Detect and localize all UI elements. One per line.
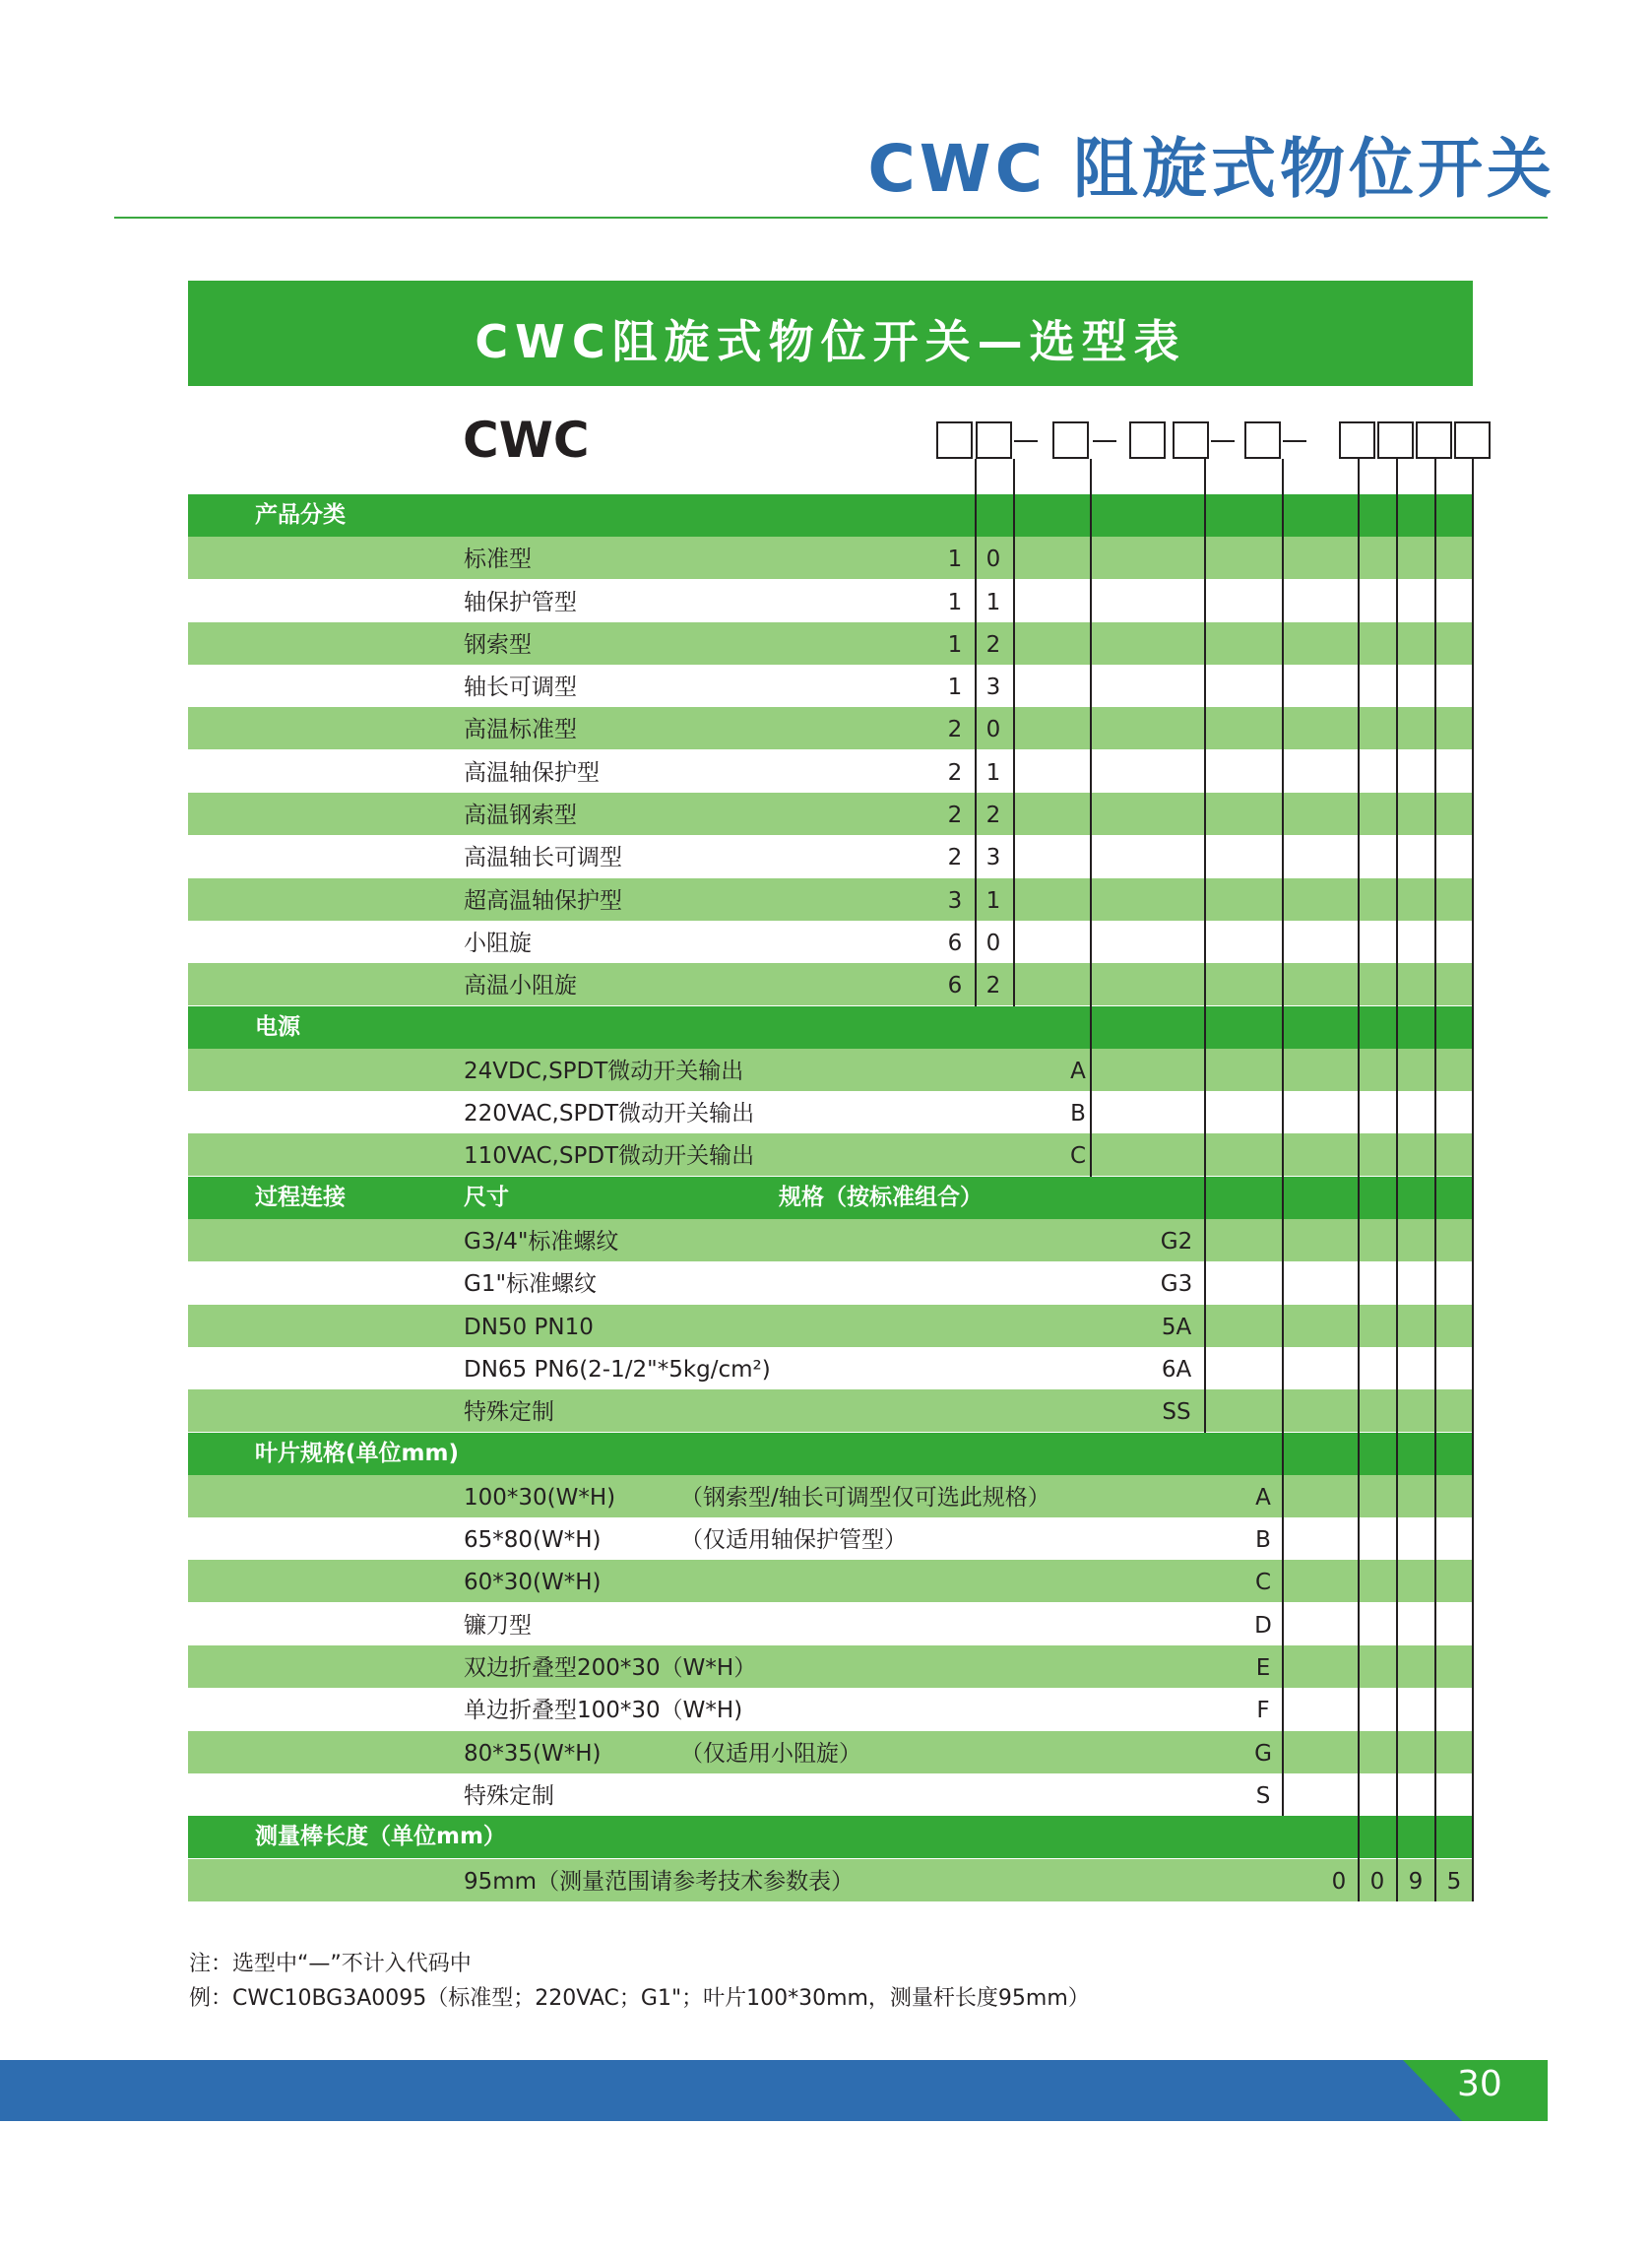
blade-option-label: 65*80(W*H) xyxy=(464,1527,602,1553)
table-row xyxy=(188,1859,1473,1901)
product-code-digit-2: 0 xyxy=(985,717,1001,742)
table-row xyxy=(188,622,1473,665)
table-row xyxy=(188,750,1473,793)
blade-option-label: 双边折叠型200*30（W*H） xyxy=(464,1655,757,1681)
table-row xyxy=(188,1049,1473,1091)
section-header-row xyxy=(188,1006,1473,1049)
product-code-digit-1: 3 xyxy=(947,888,963,914)
product-code-digit-1: 6 xyxy=(947,973,963,998)
code-connector-line xyxy=(1396,459,1398,1901)
table-row xyxy=(188,580,1473,622)
code-digit-box xyxy=(936,421,973,459)
product-code-digit-2: 1 xyxy=(985,888,1001,914)
connection-option-label: DN50 PN10 xyxy=(464,1315,594,1340)
table-row xyxy=(188,537,1473,579)
product-code-digit-2: 1 xyxy=(985,760,1001,786)
length-code-digit: 0 xyxy=(1331,1869,1347,1895)
power-option-label: 220VAC,SPDT微动开关输出 xyxy=(464,1101,755,1127)
code-digit-box xyxy=(1339,421,1375,459)
product-type-label: 高温钢索型 xyxy=(464,803,577,828)
blade-option-note: （仅适用轴保护管型） xyxy=(680,1527,907,1553)
power-option-label: 24VDC,SPDT微动开关输出 xyxy=(464,1059,744,1084)
product-code-digit-1: 1 xyxy=(947,547,963,572)
code-connector-line xyxy=(1358,459,1360,1901)
product-code-digit-1: 2 xyxy=(947,845,963,870)
table-row xyxy=(188,921,1473,963)
blade-code: S xyxy=(1255,1783,1271,1809)
table-row xyxy=(188,1560,1473,1602)
product-code-digit-1: 2 xyxy=(947,717,963,742)
product-code-digit-2: 3 xyxy=(985,845,1001,870)
blade-code: A xyxy=(1255,1485,1271,1511)
table-row xyxy=(188,665,1473,707)
connection-option-label: 特殊定制 xyxy=(464,1399,554,1425)
code-connector-line xyxy=(1434,459,1436,1901)
table-row xyxy=(188,1219,1473,1261)
blade-code: C xyxy=(1254,1570,1272,1595)
blade-option-note: （钢索型/轴长可调型仅可选此规格） xyxy=(680,1485,1050,1511)
blade-code: F xyxy=(1256,1698,1270,1723)
code-digit-box xyxy=(1454,421,1491,459)
selection-table-banner xyxy=(188,281,1473,386)
product-type-label: 小阻旋 xyxy=(464,931,532,956)
section-header-row xyxy=(188,1433,1473,1475)
table-row xyxy=(188,1688,1473,1730)
product-code-digit-1: 6 xyxy=(947,931,963,956)
blade-code: D xyxy=(1254,1613,1272,1639)
power-option-label: 110VAC,SPDT微动开关输出 xyxy=(464,1143,755,1169)
product-type-label: 钢索型 xyxy=(464,632,532,658)
connection-code: 5A xyxy=(1161,1315,1192,1340)
model-prefix: CWC xyxy=(463,412,590,469)
code-digit-box xyxy=(1173,421,1209,459)
code-digit-box xyxy=(1052,421,1089,459)
page-title: CWC 阻旋式物位开关 xyxy=(867,131,1556,207)
connection-code: G3 xyxy=(1160,1271,1193,1297)
length-code-digit: 0 xyxy=(1369,1869,1385,1895)
section-header-row xyxy=(188,1177,1473,1219)
code-digit-box xyxy=(1129,421,1166,459)
blade-option-label: 60*30(W*H) xyxy=(464,1570,602,1595)
length-option-label: 95mm（测量范围请参考技术参数表） xyxy=(464,1869,855,1895)
code-connector-line xyxy=(1204,459,1206,1433)
blade-code: G xyxy=(1254,1741,1272,1767)
product-type-label: 高温小阻旋 xyxy=(464,973,577,998)
connection-code: 6A xyxy=(1161,1357,1192,1383)
product-type-label: 轴长可调型 xyxy=(464,675,577,700)
blade-code: E xyxy=(1255,1655,1271,1681)
blade-code: B xyxy=(1255,1527,1271,1553)
code-digit-box xyxy=(976,421,1012,459)
code-connector-line xyxy=(1472,459,1474,1901)
column-header-spec: 规格（按标准组合） xyxy=(779,1185,983,1210)
power-code: B xyxy=(1070,1101,1086,1127)
product-code-digit-1: 1 xyxy=(947,675,963,700)
table-row xyxy=(188,1475,1473,1517)
table-row xyxy=(188,1773,1473,1816)
product-type-label: 高温轴长可调型 xyxy=(464,845,622,870)
table-row xyxy=(188,878,1473,921)
product-type-label: 轴保护管型 xyxy=(464,590,577,615)
example-line: 例：CWC10BG3A0095（标准型；220VAC；G1"；叶片100*30mm，测量杆长度95mm） xyxy=(189,1986,1090,2011)
product-code-digit-1: 2 xyxy=(947,760,963,786)
section-header-row xyxy=(188,494,1473,537)
blade-option-label: 镰刀型 xyxy=(464,1613,532,1639)
table-row xyxy=(188,793,1473,835)
connection-option-label: DN65 PN6(2-1/2"*5kg/cm²) xyxy=(464,1357,771,1383)
code-digit-box xyxy=(1416,421,1452,459)
length-code-digit: 9 xyxy=(1408,1869,1424,1895)
connection-code: SS xyxy=(1162,1399,1191,1425)
connection-code: G2 xyxy=(1160,1229,1193,1255)
product-code-digit-2: 1 xyxy=(985,590,1001,615)
section-title-connection: 过程连接 xyxy=(255,1185,346,1210)
product-type-label: 高温标准型 xyxy=(464,717,577,742)
product-code-digit-2: 2 xyxy=(985,803,1001,828)
table-row xyxy=(188,1603,1473,1645)
product-code-digit-1: 1 xyxy=(947,632,963,658)
blade-option-label: 特殊定制 xyxy=(464,1783,554,1809)
table-row xyxy=(188,1731,1473,1773)
length-code-digit: 5 xyxy=(1446,1869,1462,1895)
table-row xyxy=(188,1261,1473,1304)
product-code-digit-2: 2 xyxy=(985,632,1001,658)
title-divider xyxy=(114,217,1548,219)
code-separator-dash xyxy=(1211,440,1235,442)
table-row xyxy=(188,1091,1473,1133)
code-separator-dash xyxy=(1093,440,1116,442)
product-code-digit-2: 2 xyxy=(985,973,1001,998)
table-row xyxy=(188,707,1473,749)
product-code-digit-2: 0 xyxy=(985,547,1001,572)
code-digit-box xyxy=(1244,421,1281,459)
banner-title: CWC阻旋式物位开关—选型表 xyxy=(475,315,1186,368)
table-row xyxy=(188,835,1473,877)
table-row xyxy=(188,1389,1473,1432)
column-header-size: 尺寸 xyxy=(464,1185,509,1210)
table-row xyxy=(188,1645,1473,1688)
blade-option-label: 80*35(W*H) xyxy=(464,1741,602,1767)
blade-option-label: 单边折叠型100*30（W*H) xyxy=(464,1698,743,1723)
blade-option-note: （仅适用小阻旋） xyxy=(680,1741,861,1767)
product-code-digit-2: 0 xyxy=(985,931,1001,956)
section-title-power: 电源 xyxy=(255,1014,300,1040)
table-row xyxy=(188,1133,1473,1176)
connection-option-label: G1"标准螺纹 xyxy=(464,1271,598,1297)
table-row xyxy=(188,963,1473,1005)
connection-option-label: G3/4"标准螺纹 xyxy=(464,1229,619,1255)
product-type-label: 高温轴保护型 xyxy=(464,760,600,786)
section-title-blade: 叶片规格(单位mm) xyxy=(255,1441,459,1466)
note-line: 注：选型中“—”不计入代码中 xyxy=(189,1952,472,1976)
page-number: 30 xyxy=(1457,2064,1502,2104)
product-code-digit-1: 2 xyxy=(947,803,963,828)
product-code-digit-2: 3 xyxy=(985,675,1001,700)
code-connector-line xyxy=(1013,459,1015,1006)
table-row xyxy=(188,1305,1473,1347)
table-row xyxy=(188,1517,1473,1560)
section-title-product: 产品分类 xyxy=(255,502,346,528)
power-code: A xyxy=(1070,1059,1086,1084)
product-type-label: 超高温轴保护型 xyxy=(464,888,622,914)
table-row xyxy=(188,1347,1473,1389)
code-digit-box xyxy=(1377,421,1414,459)
code-separator-dash xyxy=(1283,440,1306,442)
power-code: C xyxy=(1069,1143,1087,1169)
footer-band xyxy=(0,2060,1465,2121)
blade-option-label: 100*30(W*H) xyxy=(464,1485,616,1511)
product-code-digit-1: 1 xyxy=(947,590,963,615)
product-type-label: 标准型 xyxy=(464,547,532,572)
code-connector-line xyxy=(1282,459,1284,1816)
section-header-row xyxy=(188,1816,1473,1858)
code-separator-dash xyxy=(1014,440,1038,442)
section-title-length: 测量棒长度（单位mm） xyxy=(255,1824,506,1849)
